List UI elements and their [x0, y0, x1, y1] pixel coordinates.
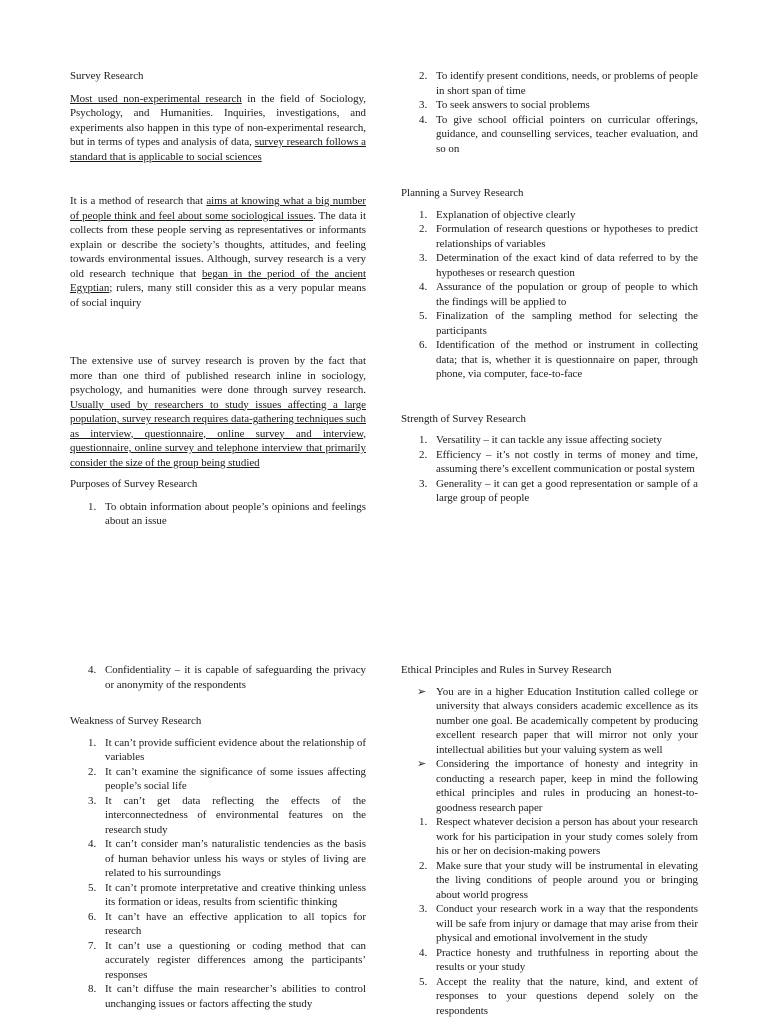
list-item: 6. Identification of the method or instrument in collecting data; that is, whether it is questionnaire on paper, through phone, via computer, face-to-face — [419, 339, 698, 380]
list-number: 1. — [419, 208, 428, 221]
list-item: 4. To give school official pointers on curricular offerings, guidance, and counselling services, teacher evaluation, and so on — [419, 113, 698, 155]
list-number: 2. — [419, 223, 428, 235]
ethics-bullet-list — [401, 685, 698, 816]
page1-left-column — [70, 69, 366, 529]
list-number: 8. — [88, 983, 97, 995]
list-item: 1. Respect whatever decision a person has about your research work for his participation in your study comes solely from his or her on decision-making powers — [419, 816, 698, 857]
list-number: 4. — [419, 946, 428, 959]
list-item: 4. Assurance of the population or group of people to which the findings will be applied to — [419, 281, 698, 308]
arrow-bullet-icon: ➢ — [417, 685, 427, 698]
section-title-ethics: Ethical Principles and Rules in Survey Research — [401, 664, 612, 676]
list-number: 4. — [419, 281, 428, 293]
list-number: 6. — [88, 910, 97, 923]
page2-left-column — [70, 663, 366, 1011]
section-title-purposes: Purposes of Survey Research — [70, 478, 198, 490]
list-number: 1. — [419, 816, 428, 828]
list-number: 6. — [419, 339, 428, 351]
list-number: 2. — [88, 765, 97, 778]
list-number: 4. — [88, 664, 97, 676]
section-title-survey-research: Survey Research — [70, 70, 144, 82]
list-item: 5. It can’t promote interpretative and creative thinking unless its formation or ideas, results from scientific thinking — [88, 881, 366, 908]
list-item: 1. Explanation of objective clearly — [419, 208, 576, 221]
list-item: 6. It can’t have an effective application to all topics for research — [88, 910, 366, 937]
purposes-list — [70, 500, 366, 529]
list-number: 2. — [419, 70, 428, 82]
list-item: 5. Finalization of the sampling method for selecting the participants — [419, 310, 698, 337]
list-number: 5. — [88, 881, 97, 894]
list-item: 2. Make sure that your study will be instrumental in elevating the living conditions of people around you or bringing about world progress — [419, 859, 698, 901]
strength-list-continued — [70, 663, 366, 692]
list-item: 1. It can’t provide sufficient evidence about the relationship of variables — [88, 736, 366, 763]
list-number: 4. — [419, 113, 428, 126]
underlined-text: survey research follows a standard that is applicable to social sciences — [70, 136, 366, 163]
list-item: 1. Versatility – it can tackle any issue affecting society — [419, 434, 663, 446]
list-item: 3. To seek answers to social problems — [419, 99, 590, 111]
list-item: 2. It can’t examine the significance of some issues affecting people’s social life — [88, 765, 366, 792]
list-number: 3. — [419, 477, 428, 490]
list-number: 2. — [419, 448, 428, 461]
list-number: 3. — [419, 252, 428, 264]
underlined-text: began in the period of the ancient Egyptian — [70, 267, 367, 294]
section-title-strength: Strength of Survey Research — [401, 412, 526, 425]
strength-list — [401, 433, 698, 506]
list-item: 5. Accept the reality that the nature, kind, and extent of responses to your questions depend solely on the respondents — [419, 975, 698, 1017]
purposes-list-continued — [401, 69, 698, 156]
section-title-planning: Planning a Survey Research — [401, 187, 524, 199]
list-item: 4. Practice honesty and truthfulness in reporting about the results or your study — [419, 946, 698, 973]
list-item: 8. It can’t diffuse the main researcher’s abilities to control unchanging issues or factors affecting the study — [88, 983, 366, 1010]
list-item: ➢ You are in a higher Education Institution called college or university that always considers academic excellence as its number one goal. Be academically competent by producing excellent research paper that will mirror not only your intellectual abilities but your valuing system as well — [417, 685, 698, 756]
paragraph-method: It is a method of research that aims at knowing what a big number of people think and feel about some sociological issues. The data it collects from these people serving as representatives or informants explain or describe the society’s thoughts, attitudes, and feeling towards environmental issues. Although, survey research is a very old research technique that began in the period of the ancient Egyptian; rulers, many still consider this as a very popular means of social inquiry — [70, 195, 367, 309]
list-item: 3. Generality – it can get a good representation or sample of a large group of people — [419, 477, 698, 504]
underlined-text: Usually used by researchers to study issues affecting a large population, survey research requires data-gathering techniques such as interview, questionnaire, online survey and interview, questionnaire, online survey and telephone interview that primarily consider the size of the group being studied — [70, 398, 366, 469]
list-number: 1. — [419, 434, 428, 446]
list-item: 2. Efficiency – it’s not costly in terms of money and time, assuming there’s excellent communication or postal system — [419, 448, 698, 475]
list-item: 3. It can’t get data reflecting the effects of the interconnectedness of environmental features on the research study — [88, 794, 366, 836]
list-number: 3. — [419, 99, 428, 111]
list-number: 1. — [88, 736, 97, 749]
planning-list — [401, 208, 698, 382]
list-item: 2. To identify present conditions, needs, or problems of people in short span of time — [419, 70, 698, 97]
page2-right-column — [401, 663, 698, 1018]
list-number: 4. — [88, 838, 97, 850]
list-item: 2. Formulation of research questions or hypotheses to predict relationships of variables — [419, 223, 698, 250]
list-item: 3. Conduct your research work in a way that the respondents will be safe from injury or damage that may arise from their physical and emotional involvement in the study — [419, 903, 698, 944]
list-number: 3. — [419, 903, 428, 915]
section-title-weakness: Weakness of Survey Research — [70, 715, 202, 727]
paragraph-extensive-use: The extensive use of survey research is proven by the fact that more than one third of published research inline in sociology, psychology, and humanities were done through survey research. Usually used by researchers to study issues affecting a large population, survey research requires data-gathering techniques such as interview, questionnaire, online survey and interview, questionnaire, online survey and telephone interview that primarily consider the size of the group being studied — [70, 355, 366, 469]
list-number: 2. — [419, 859, 428, 872]
underlined-text: aims at knowing what a big number of people think and feel about some sociological issues — [70, 195, 366, 222]
weakness-list — [70, 736, 366, 1012]
list-number: 3. — [88, 794, 97, 807]
ethics-rules-list — [401, 815, 698, 1018]
list-item: 1. To obtain information about people’s opinions and feelings about an issue — [88, 500, 366, 527]
list-number: 5. — [419, 310, 428, 322]
page1-right-column — [401, 69, 698, 506]
underlined-text: Most used non-experimental research — [70, 92, 242, 105]
list-number: 7. — [88, 939, 97, 952]
list-item: 4. It can’t consider man’s naturalistic tendencies as the basis of human behavior unless his ways or styles of living are related to his surroundings — [88, 838, 366, 879]
list-item: 3. Determination of the exact kind of data referred to by the hypotheses or research question — [419, 252, 698, 279]
list-item: ➢ Considering the importance of honesty and integrity in conducting a research paper, keep in mind the following ethical principles and rules in producing an honest-to-goodness research paper — [417, 758, 698, 814]
list-item: 7. It can’t use a questioning or coding method that can accurately register differences among the participants’ responses — [88, 939, 366, 981]
list-number: 1. — [88, 500, 97, 513]
arrow-bullet-icon: ➢ — [417, 758, 427, 770]
paragraph-intro: Most used non-experimental research in the field of Sociology, Psychology, and Humanities. Inquiries, investigations, and experiments also happen in this type of non-experimental research, but in terms of types and analysis of data, survey research follows a standard that is applicable to social sciences — [70, 92, 366, 163]
list-number: 5. — [419, 975, 428, 988]
list-item: 4. Confidentiality – it is capable of safeguarding the privacy or anonymity of the respondents — [88, 664, 366, 691]
